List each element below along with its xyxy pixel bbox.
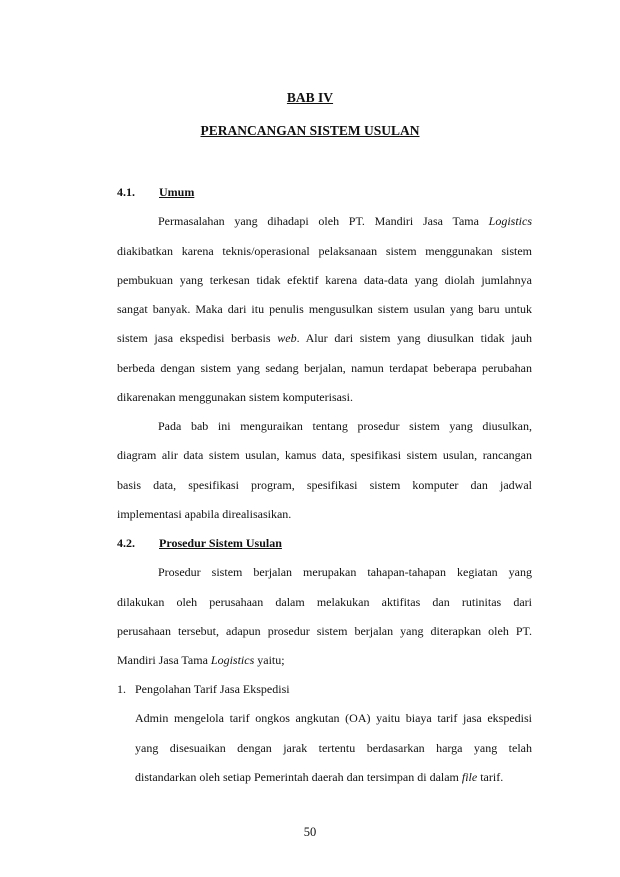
paragraph-line: Permasalahan yang dihadapi oleh PT. Mandiri Jasa Tama Logistics	[158, 214, 532, 228]
italic-term: file	[461, 770, 478, 784]
paragraph-line: berbeda dengan sistem yang sedang berjalan, namun terdapat beberapa perubahan	[117, 361, 532, 375]
list-item-line: yang disesuaikan dengan jarak tertentu berdasarkan harga yang telah	[135, 741, 532, 755]
paragraph-line: dilakukan oleh perusahaan dalam melakukan aktifitas dan rutinitas dari	[117, 595, 532, 609]
list-item-line: Admin mengelola tarif ongkos angkutan (OA) yaitu biaya tarif jasa ekspedisi	[135, 711, 532, 725]
paragraph-line: sistem jasa ekspedisi berbasis web. Alur dari sistem yang diusulkan tidak jauh	[117, 331, 532, 345]
paragraph-line: perusahaan tersebut, adapun prosedur sistem berjalan yang diterapkan oleh PT.	[117, 624, 532, 638]
section-number: 4.2.	[117, 536, 135, 550]
list-item-heading	[117, 681, 290, 697]
paragraph-line: Pada bab ini menguraikan tentang prosedur sistem yang diusulkan,	[158, 419, 532, 433]
paragraph-line: implementasi apabila direalisasikan.	[117, 507, 292, 521]
paragraph-line: dikarenakan menggunakan sistem komputerisasi.	[117, 390, 353, 404]
paragraph-line: diakibatkan karena teknis/operasional pelaksanaan sistem menggunakan sistem	[117, 244, 532, 258]
italic-term: Logistics	[488, 214, 532, 228]
section-heading-4-1	[117, 184, 194, 200]
paragraph-line: basis data, spesifikasi program, spesifikasi sistem komputer dan jadwal	[117, 478, 532, 492]
paragraph-line: sangat banyak. Maka dari itu penulis mengusulkan sistem usulan yang baru untuk	[117, 302, 532, 316]
list-item-title: Pengolahan Tarif Jasa Ekspedisi	[135, 682, 290, 696]
paragraph-line: Mandiri Jasa Tama Logistics yaitu;	[117, 653, 285, 667]
italic-term: web	[277, 331, 297, 345]
section-heading-4-2	[117, 535, 282, 551]
chapter-label: BAB IV	[286, 90, 334, 105]
page-number: 50	[303, 825, 317, 839]
list-item-line: distandarkan oleh setiap Pemerintah daerah dan tersimpan di dalam file tarif.	[135, 770, 504, 784]
chapter-title: PERANCANGAN SISTEM USULAN	[200, 123, 420, 138]
list-marker: 1.	[117, 682, 126, 696]
paragraph-line: Prosedur sistem berjalan merupakan tahapan-tahapan kegiatan yang	[158, 565, 532, 579]
italic-term: Logistics	[210, 653, 255, 667]
section-title: Prosedur Sistem Usulan	[159, 536, 282, 550]
paragraph-line: diagram alir data sistem usulan, kamus data, spesifikasi sistem usulan, rancangan	[117, 448, 532, 462]
paragraph-line: pembukuan yang terkesan tidak efektif karena data-data yang diolah jumlahnya	[117, 273, 532, 287]
section-number: 4.1.	[117, 185, 135, 199]
section-title: Umum	[159, 185, 195, 199]
